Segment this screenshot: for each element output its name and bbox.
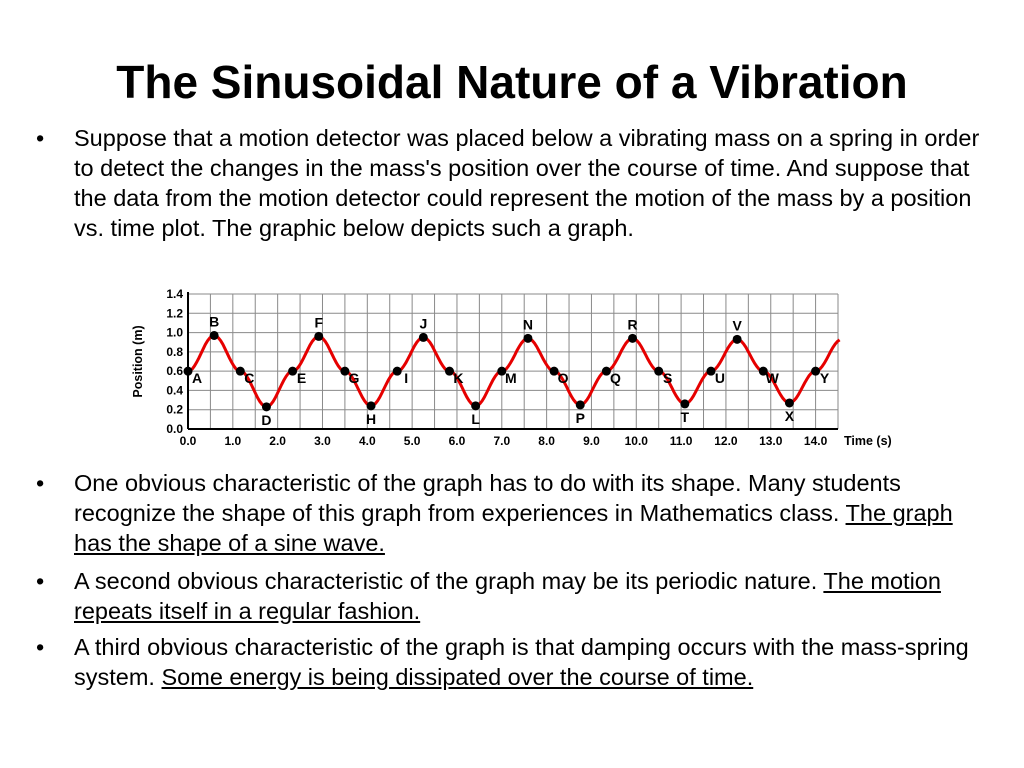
data-point-b: [210, 331, 219, 340]
bullet-marker: •: [36, 634, 45, 660]
data-label: T: [680, 408, 690, 425]
x-tick-label: 2.0: [269, 434, 286, 448]
data-label: J: [419, 315, 428, 332]
data-label: O: [557, 370, 569, 387]
bullet-marker: •: [36, 125, 45, 151]
data-label: Y: [819, 370, 830, 387]
data-label: L: [471, 410, 480, 427]
y-tick-label: 1.0: [166, 325, 183, 340]
data-label: D: [261, 411, 272, 428]
data-point-p: [576, 400, 585, 409]
bullet-text-underlined: The motion repeats itself in a regular fashion.: [74, 568, 941, 624]
data-point-h: [367, 401, 376, 410]
data-point-t: [680, 399, 689, 408]
x-tick-label: 6.0: [448, 434, 466, 448]
x-tick-label: 5.0: [403, 434, 421, 448]
x-tick-label: 13.0: [759, 434, 783, 448]
x-tick-label: 4.0: [358, 434, 376, 448]
x-tick-label: 14.0: [803, 434, 828, 448]
bullet-item: [36, 123, 996, 243]
bullet-text-plain: One obvious characteristic of the graph has to do with its shape. Many students recognize the shape of this graph from experiences in Mathematics class.: [74, 470, 901, 526]
data-point-s: [654, 367, 663, 376]
data-point-l: [471, 401, 480, 410]
y-tick-label: 1.2: [166, 306, 183, 321]
y-tick-label: 0.2: [166, 402, 183, 417]
data-point-f: [314, 332, 323, 341]
bullet-text: [74, 123, 996, 243]
data-label: S: [663, 370, 673, 387]
data-point-v: [733, 335, 742, 344]
data-point-r: [628, 334, 637, 343]
data-label: U: [714, 370, 726, 387]
x-tick-label: 10.0: [624, 434, 648, 448]
bullet-text: [74, 566, 996, 626]
data-label: I: [404, 370, 409, 387]
data-label: E: [296, 370, 307, 387]
bullet-text-plain: Suppose that a motion detector was placed below a vibrating mass on a spring in order to detect the changes in the mass's position over the course of time. And suppose that the data from the motion detector could represent the motion of the mass by a position vs. time plot. The graphic below depicts such a graph.: [74, 125, 980, 241]
x-tick-label: 1.0: [224, 434, 242, 448]
data-label: Q: [609, 370, 621, 387]
data-label: A: [191, 370, 203, 387]
axis-labels: [131, 287, 892, 448]
slide-title: The Sinusoidal Nature of a Vibration: [116, 56, 908, 108]
y-tick-label: 0.6: [166, 364, 183, 379]
data-point-i: [393, 367, 402, 376]
x-tick-label: 3.0: [314, 434, 331, 448]
data-label: P: [575, 409, 585, 426]
y-axis-label: Position (m): [131, 325, 145, 398]
bullet-text-plain: A second obvious characteristic of the graph may be its periodic nature.: [74, 568, 818, 594]
data-label: M: [504, 370, 517, 387]
bullet-text-underlined: The graph has the shape of a sine wave.: [74, 500, 953, 556]
x-tick-label: 9.0: [583, 434, 600, 448]
data-label: C: [244, 370, 255, 387]
x-tick-label: 12.0: [714, 434, 738, 448]
data-label: F: [314, 314, 324, 331]
position-time-graph: [126, 282, 916, 452]
data-point-y: [811, 367, 820, 376]
bullet-item: [36, 566, 996, 626]
data-label: K: [453, 370, 464, 387]
data-label: X: [784, 407, 795, 424]
data-point-e: [288, 367, 297, 376]
bullet-text-plain: A third obvious characteristic of the graph is that damping occurs with the mass-spring system.: [74, 634, 969, 690]
data-point-x: [785, 398, 794, 407]
data-label: N: [522, 316, 534, 333]
bullet-marker: •: [36, 470, 45, 496]
bullet-marker: •: [36, 568, 45, 594]
bullet-text: [74, 468, 996, 558]
x-tick-label: 0.0: [179, 434, 197, 448]
x-tick-label: 11.0: [669, 434, 693, 448]
data-label: R: [627, 316, 638, 333]
bullet-item: [36, 468, 996, 558]
data-label: G: [348, 370, 360, 387]
x-tick-label: 8.0: [538, 434, 555, 448]
x-tick-label: 7.0: [493, 434, 511, 448]
data-points: [184, 313, 830, 427]
data-label: V: [732, 317, 742, 334]
bullet-text-underlined: Some energy is being dissipated over the course of time.: [161, 664, 754, 690]
x-axis-label: Time (s): [844, 434, 892, 448]
data-point-n: [523, 334, 532, 343]
data-label: H: [365, 410, 377, 427]
y-tick-label: 1.4: [166, 287, 183, 301]
data-point-d: [262, 402, 271, 411]
bullet-text: [74, 632, 996, 692]
data-point-j: [419, 333, 428, 342]
y-tick-label: 0.4: [166, 383, 183, 398]
data-label: B: [209, 313, 220, 330]
data-label: W: [765, 370, 779, 387]
y-tick-label: 0.8: [166, 344, 183, 359]
y-tick-label: 0.0: [166, 422, 183, 436]
bullet-item: [36, 632, 996, 692]
